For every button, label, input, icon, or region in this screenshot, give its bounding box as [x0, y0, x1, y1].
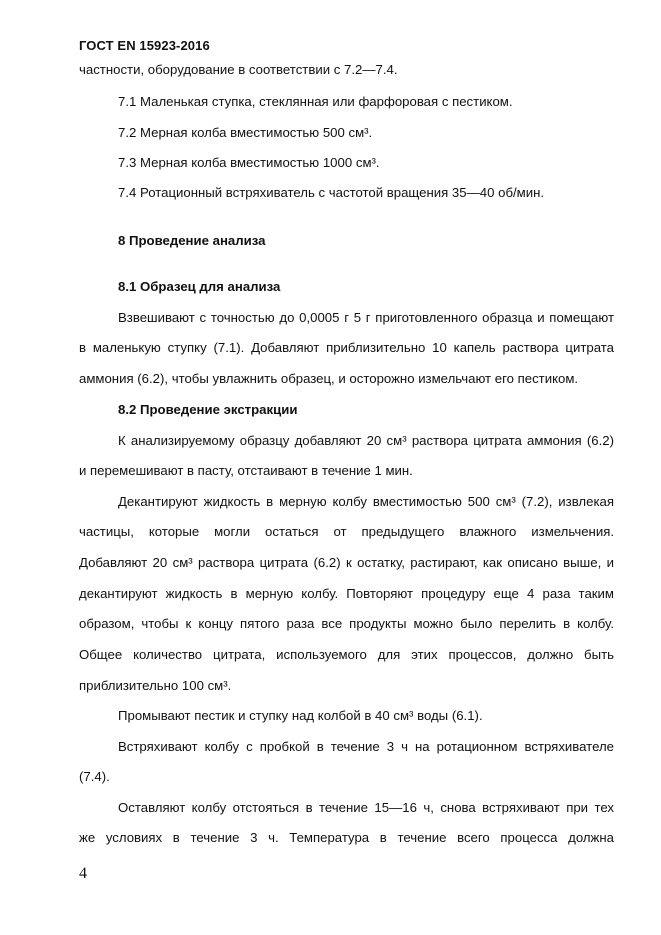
list-item: 7.3 Мерная колба вместимостью 1000 см³. [118, 155, 380, 170]
subsection-heading: 8.1 Образец для анализа [118, 279, 281, 294]
text-line: частицы, которые могли остаться от предыдущего влажного измельчения. [79, 524, 614, 539]
text-line: (7.4). [79, 769, 110, 784]
text-line: и перемешивают в пасту, отстаивают в течение 1 мин. [79, 463, 413, 478]
text-line: же условиях в течение 3 ч. Температура в течение всего процесса должна [79, 830, 614, 845]
text-line: декантируют жидкость в мерную колбу. Повторяют процедуру еще 4 раза таким [79, 586, 614, 601]
text-line: в маленькую ступку (7.1). Добавляют приблизительно 10 капель раствора цитрата [79, 340, 614, 355]
document-header: ГОСТ EN 15923-2016 [79, 38, 210, 53]
text-line: образом, чтобы к концу пятого раза все продукты можно было перелить в колбу. [79, 616, 614, 631]
list-item: 7.2 Мерная колба вместимостью 500 см³. [118, 125, 373, 140]
text-line: Общее количество цитрата, используемого для этих процессов, должно быть [79, 647, 614, 662]
text-line: аммония (6.2), чтобы увлажнить образец, и осторожно измельчают его пестиком. [79, 371, 579, 386]
page-number: 4 [79, 865, 87, 882]
text-line: Встряхивают колбу с пробкой в течение 3 ч на ротационном встряхивателе [118, 739, 614, 754]
text-line: Взвешивают с точностью до 0,0005 г 5 г приготовленного образца и помещают [118, 310, 614, 325]
text-line: Добавляют 20 см³ раствора цитрата (6.2) к остатку, растирают, как описано выше, и [79, 555, 614, 570]
text-line: частности, оборудование в соответствии с 7.2—7.4. [79, 62, 398, 77]
text-line: Промывают пестик и ступку над колбой в 40 см³ воды (6.1). [118, 708, 483, 723]
text-line: Оставляют колбу отстояться в течение 15—16 ч, снова встряхивают при тех [118, 800, 614, 815]
section-heading: 8 Проведение анализа [118, 233, 266, 248]
subsection-heading: 8.2 Проведение экстракции [118, 402, 298, 417]
text-line: К анализируемому образцу добавляют 20 см³ раствора цитрата аммония (6.2) [118, 433, 614, 448]
list-item: 7.1 Маленькая ступка, стеклянная или фарфоровая с пестиком. [118, 94, 513, 109]
list-item: 7.4 Ротационный встряхиватель с частотой вращения 35—40 об/мин. [118, 185, 545, 200]
text-line: Декантируют жидкость в мерную колбу вместимостью 500 см³ (7.2), извлекая [118, 494, 614, 509]
text-line: приблизительно 100 см³. [79, 678, 232, 693]
